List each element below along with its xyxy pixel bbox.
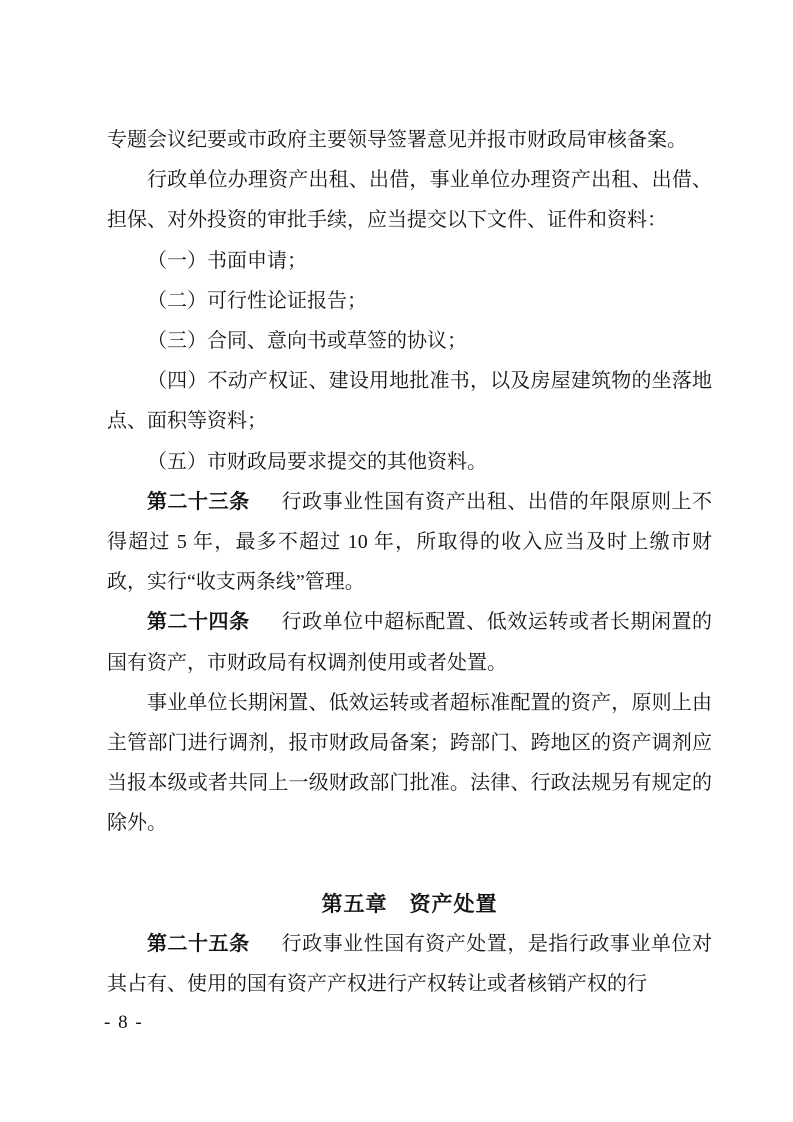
paragraph: （四）不动产权证、建设用地批准书，以及房屋建筑物的坐落地点、面积等资料； (107, 370, 712, 433)
paragraph: （三）合同、意向书或草签的协议； (147, 330, 467, 353)
article-number: 第二十三条 (147, 490, 250, 513)
paragraph: （五）市财政局要求提交的其他资料。 (147, 450, 487, 473)
paragraph: 第二十四条 行政单位中超标配置、低效运转或者长期闲置的国有资产，市财政局有权调剂使用或者处置。 (107, 611, 713, 674)
document-body (107, 120, 712, 1004)
paragraph: 第二十三条 行政事业性国有资产出租、出借的年限原则上不得超过 5 年，最多不超过 10 年，所取得的收入应当及时上缴市财政，实行“收支两条线”管理。 (107, 490, 713, 594)
page-number: - 8 - (104, 1012, 144, 1033)
paragraph: （一）书面申请； (147, 249, 307, 272)
article-number: 第二十四条 (147, 611, 250, 634)
paragraph: 事业单位长期闲置、低效运转或者超标准配置的资产，原则上由主管部门进行调剂，报市财政局备案；跨部门、跨地区的资产调剂应当报本级或者共同上一级财政部门批准。法律、行政法规另有规定的除外。 (107, 691, 712, 835)
article-number: 第二十五条 (147, 933, 250, 956)
paragraph: （二）可行性论证报告； (147, 289, 367, 312)
paragraph: 第二十五条 行政事业性国有资产处置，是指行政事业单位对其占有、使用的国有资产产权进行产权转让或者核销产权的行 (107, 933, 713, 996)
paragraph: 专题会议纪要或市政府主要领导签署意见并报市财政局审核备案。 (107, 129, 687, 151)
chapter-heading: 第五章 资产处置 (321, 891, 498, 916)
paragraph: 行政单位办理资产出租、出借，事业单位办理资产出租、出借、担保、对外投资的审批手续，应当提交以下文件、证件和资料： (107, 169, 712, 232)
